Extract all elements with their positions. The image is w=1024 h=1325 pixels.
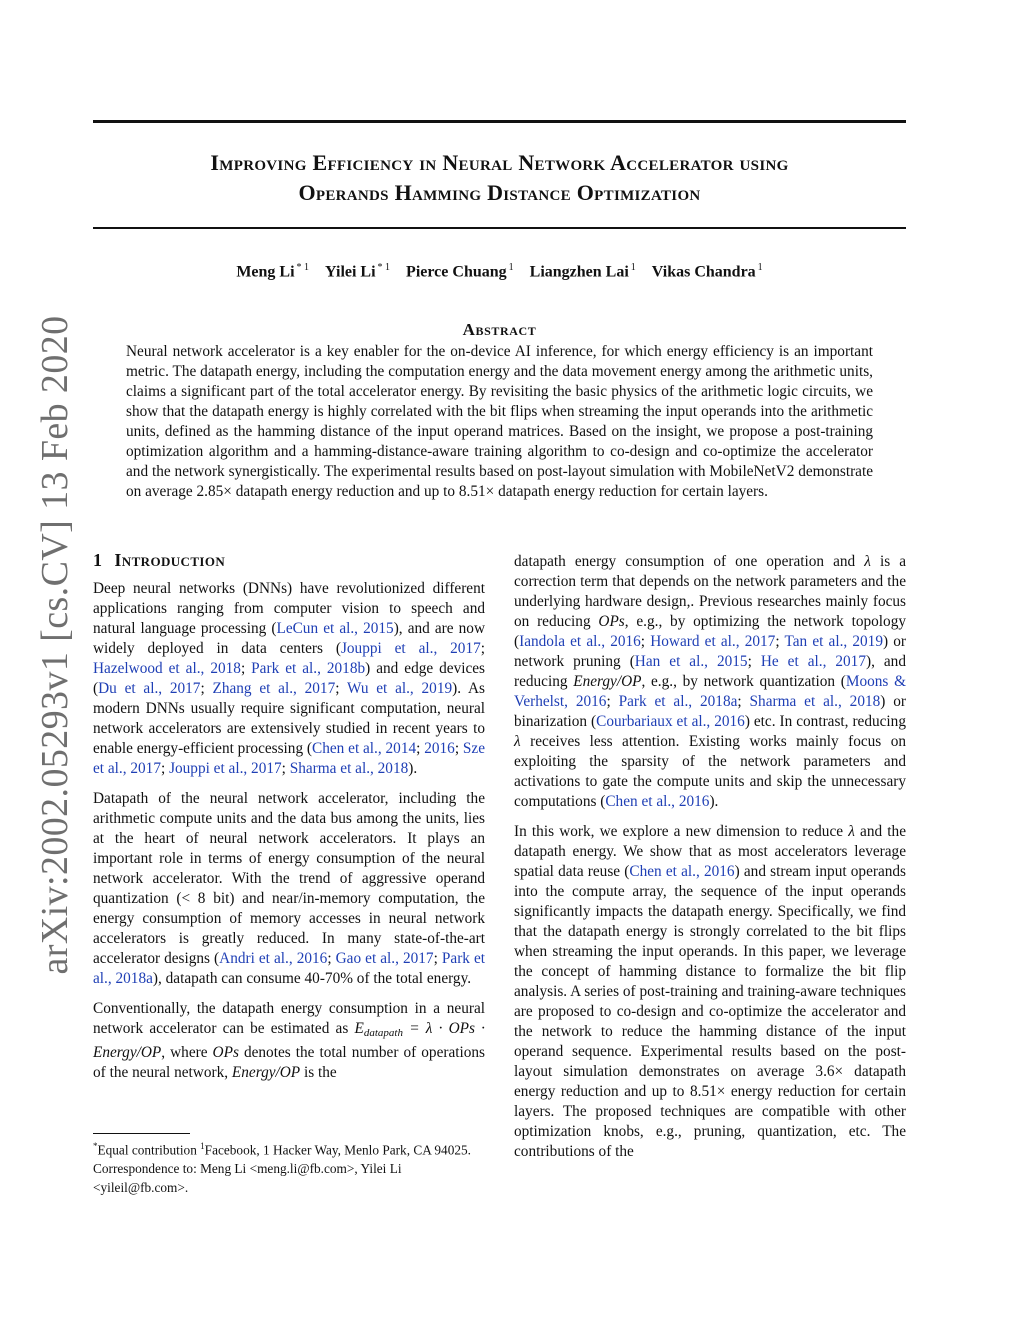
- citation-link[interactable]: Tan et al., 2019: [784, 633, 883, 650]
- citation-link[interactable]: Park et al., 2018a: [93, 950, 486, 987]
- section-heading-introduction: 1 Introduction: [93, 550, 226, 570]
- intro-paragraph-2: Datapath of the neural network accelerator, including the arithmetic compute units and the data bus among the units, lies at the heart of neural network accelerators. It plays an important role in terms of energy consumption of the neural network accelerator. With the trend of aggressive operand quantization (< 8 bit) and near/in-memory computation, the energy consumption of memory accesses in neural network accelerators is greatly reduced. In many state-of-the-art accelerator designs (Andri et al., 2016; Gao et al., 2017; Park et al., 2018a), datapath can consume 40-70% of the total energy.: [93, 790, 486, 987]
- paper-title: [93, 148, 906, 208]
- citation-link[interactable]: Chen et al., 2016: [605, 793, 710, 810]
- intro-paragraph-4: datapath energy consumption of one operation and λ is a correction term that depends on the network parameters and the underlying hardware design,. Previous researches mainly focus on reducing OPs, e.g., by optimizing the network topology (Iandola et al., 2016; Howard et al., 2017; Tan et al., 2019) or network pruning (Han et al., 2015; He et al., 2017), and reducing Energy/OP, e.g., by network quantization (Moons & Verhelst, 2016; Park et al., 2018a; Sharma et al., 2018) or binarization (Courbariaux et al., 2016) etc. In contrast, reducing λ receives less attention. Existing works mainly focus on exploiting the sparsity of the network parameters and activations to gate the compute units and skip the unnecessary computations (Chen et al., 2016).: [514, 553, 906, 810]
- author: Vikas Chandra $^1$: [651, 262, 763, 281]
- intro-paragraph-5: In this work, we explore a new dimension to reduce λ and the datapath energy. We show that as most accelerators leverage spatial data reuse (Chen et al., 2016) and stream input operands into the compute array, the sequence of the input operands significantly impacts the datapath energy. Specifically, we find that the datapath energy is strongly correlated to the bit flips when streaming the input operands. In this paper, we leverage the concept of hamming distance to formalize the bit flip analysis. A series of post-training and training-aware techniques are proposed to co-design and co-optimize the accelerator and the network to reduce the hamming distance of the input operand sequence. Experimental results based on the post-layout simulation demonstrates on average 3.6× datapath energy reduction and up to 8.51× energy reduction for certain layers. The proposed techniques are compatible with other optimization knobs, e.g., pruning, quantization, etc. The contributions of the: [514, 823, 907, 1160]
- math-inline: Energy/OP: [231, 1064, 301, 1081]
- author-list: [93, 262, 906, 281]
- title-bottom-rule: [93, 227, 906, 229]
- citation-link[interactable]: Sharma et al., 2018: [289, 760, 409, 777]
- math-inline: OPs: [212, 1044, 239, 1061]
- citation-link[interactable]: Iandola et al., 2016: [519, 633, 641, 650]
- citation-link[interactable]: Chen et al., 2016: [629, 863, 735, 880]
- citation-link[interactable]: Hazelwood et al., 2018: [93, 660, 241, 677]
- citation-link[interactable]: Gao et al., 2017: [335, 950, 434, 967]
- math-inline: Edatapath = λ · OPs · Energy/OP: [93, 1020, 486, 1061]
- citation-link[interactable]: Courbariaux et al., 2016: [596, 713, 745, 730]
- citation-link[interactable]: Sze et al., 2017: [93, 740, 485, 777]
- citation-link[interactable]: Jouppi et al., 2017: [169, 760, 282, 777]
- intro-paragraph-3: Conventionally, the datapath energy consumption in a neural network accelerator can be estimated as Edatapath = λ · OPs · Energy/OP, where OPs denotes the total number of operations of the neural network, Energy/OP is the: [93, 1000, 486, 1081]
- citation-link[interactable]: Jouppi et al., 2017: [340, 640, 481, 657]
- citation-link[interactable]: Moons & Verhelst, 2016: [514, 673, 906, 710]
- citation-link[interactable]: Han et al., 2015: [634, 653, 748, 670]
- citation-link[interactable]: Howard et al., 2017: [650, 633, 776, 650]
- title-line-1: Improving Efficiency in Neural Network Accelerator using: [210, 150, 789, 175]
- citation-link[interactable]: Wu et al., 2019: [347, 680, 453, 697]
- footnote-rule: [93, 1133, 190, 1134]
- abstract-text: Neural network accelerator is a key enabler for the on-device AI inference, for which energy efficiency is an important metric. The datapath energy, including the computation energy and the data movement energy among the arithmetic units, claims a significant part of the total accelerator energy. By revisiting the basic physics of the arithmetic logic circuits, we show that the datapath energy is highly correlated with the bit flips when streaming the input operands into the arithmetic units, defined as the hamming distance of the input operand matrices. Based on the insight, we propose a post-training optimization algorithm and a hamming-distance-aware training algorithm to co-design and co-optimize the accelerator and the network synergistically. The experimental results based on post-layout simulation with MobileNetV2 demonstrate on average 2.85× datapath energy reduction and up to 8.51× datapath energy reduction for certain layers.: [126, 343, 873, 500]
- author: Yilei Li $^{* 1}$: [325, 262, 391, 281]
- citation-link[interactable]: Sharma et al., 2018: [749, 693, 881, 710]
- title-line-2: Operands Hamming Distance Optimization: [298, 180, 701, 205]
- arxiv-stamp: arXiv:2002.05293v1 [cs.CV] 13 Feb 2020: [34, 315, 76, 975]
- right-column: [514, 552, 906, 1172]
- citation-link[interactable]: Chen et al., 2014: [312, 740, 417, 757]
- author: Meng Li $^{* 1}$: [236, 262, 310, 281]
- footnote: *Equal contribution $^1$Facebook, 1 Hacker Way, Menlo Park, CA 94025. Correspondence to: Meng Li <meng.li@fb.com>, Yilei Li <yileil@fb.com>.: [93, 1141, 471, 1196]
- citation-link[interactable]: Andri et al., 2016: [219, 950, 328, 967]
- abstract-heading: Abstract: [462, 320, 537, 339]
- citation-link[interactable]: Park et al., 2018b: [251, 660, 366, 677]
- citation-link[interactable]: Zhang et al., 2017: [212, 680, 336, 697]
- intro-paragraph-1: Deep neural networks (DNNs) have revolutionized different applications ranging from computer vision to speech and natural language processing (LeCun et al., 2015), and are now widely deployed in data centers (Jouppi et al., 2017; Hazelwood et al., 2018; Park et al., 2018b) and edge devices (Du et al., 2017; Zhang et al., 2017; Wu et al., 2019). As modern DNNs usually require significant computation, neural network accelerators are extensively studied in recent years to enable energy-efficient processing (Chen et al., 2014; 2016; Sze et al., 2017; Jouppi et al., 2017; Sharma et al., 2018).: [93, 580, 486, 777]
- author: Liangzhen Lai $^1$: [529, 262, 636, 281]
- citation-link[interactable]: He et al., 2017: [760, 653, 866, 670]
- citation-link[interactable]: 2016: [424, 740, 455, 757]
- author: Pierce Chuang $^1$: [406, 262, 514, 281]
- citation-link[interactable]: LeCun et al., 2015: [276, 620, 394, 637]
- left-column: [93, 550, 485, 1093]
- citation-link[interactable]: Park et al., 2018a: [618, 693, 738, 710]
- citation-link[interactable]: Du et al., 2017: [98, 680, 201, 697]
- title-top-rule: [93, 120, 906, 123]
